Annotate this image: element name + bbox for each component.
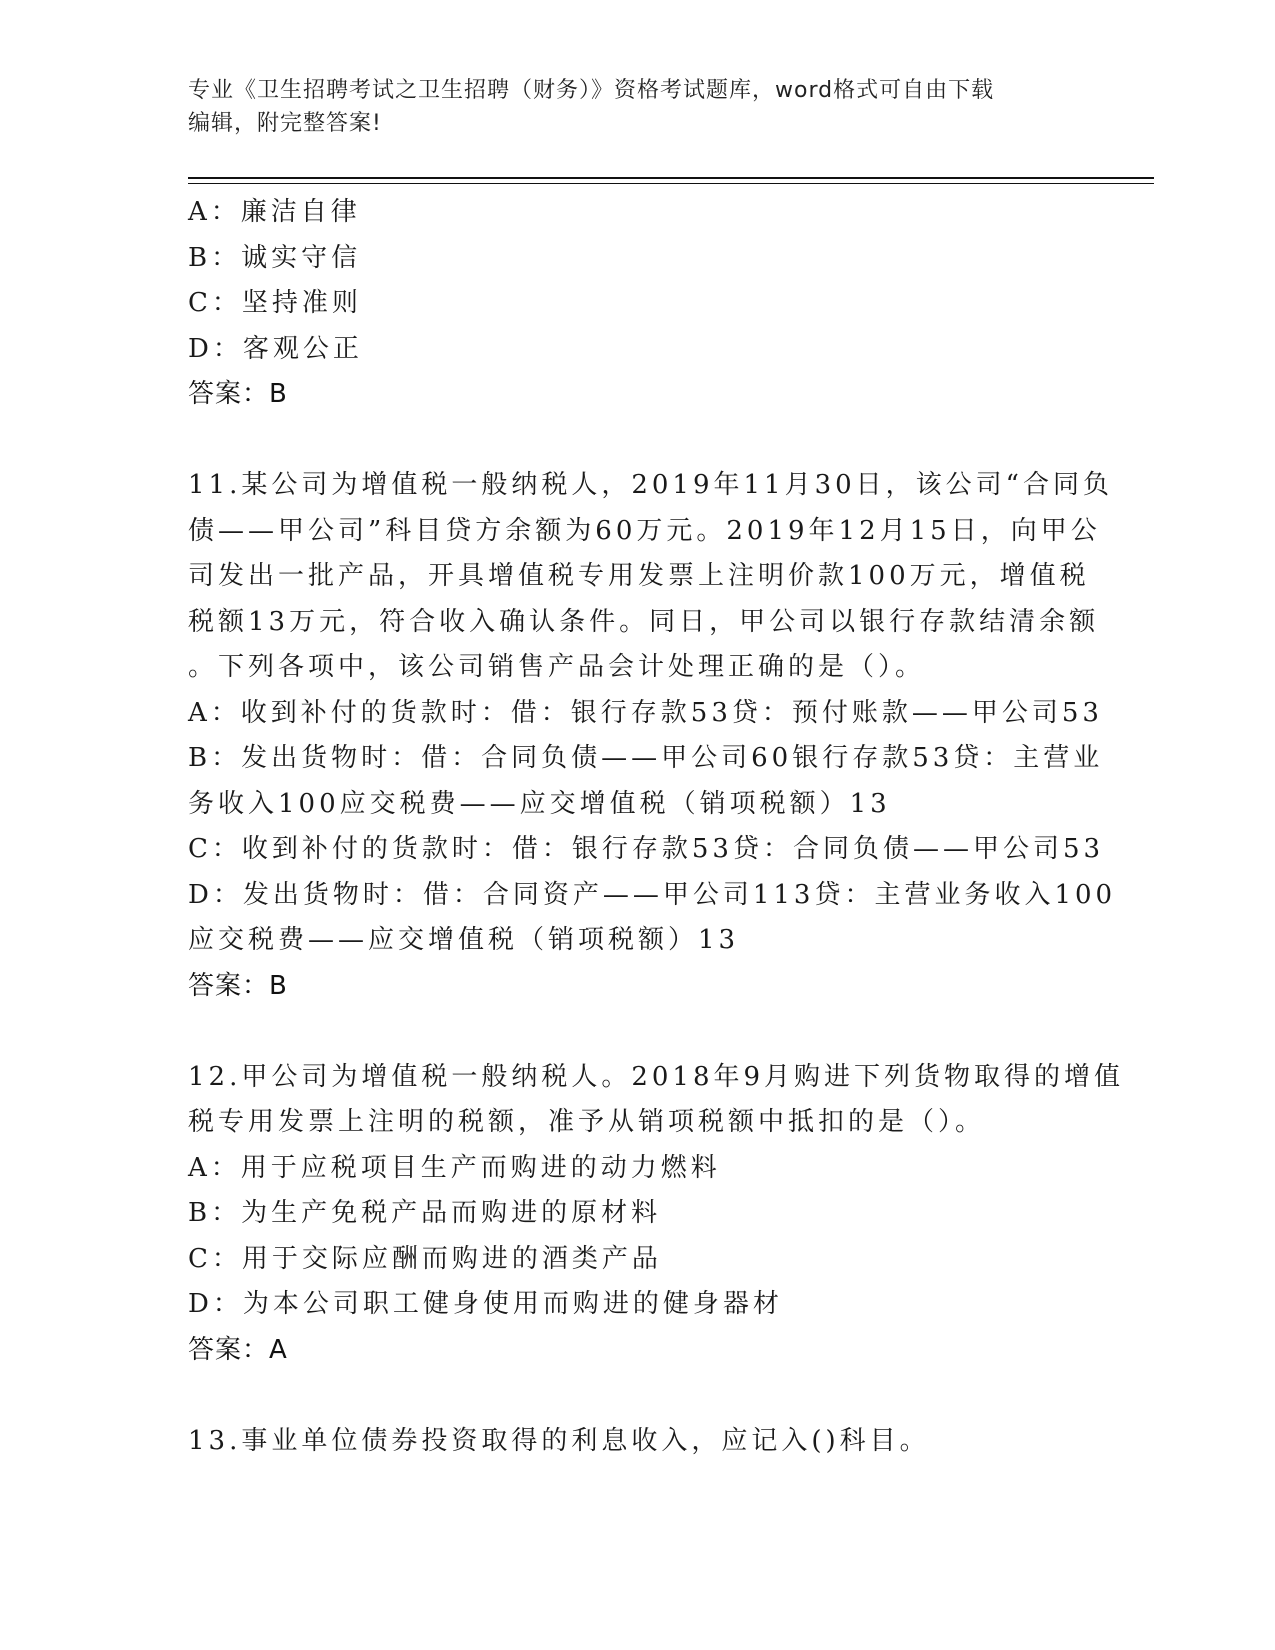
question-stem-line: 。下列各项中，该公司销售产品会计处理正确的是（）。 (188, 652, 926, 682)
option-d-continued: 应交税费——应交增值税（销项税额）13 (188, 925, 740, 955)
spacer (188, 418, 1088, 464)
option-b: B：发出货物时：借：合同负债——甲公司60银行存款53贷：主营业 (188, 743, 1104, 773)
option-b: B：诚实守信 (188, 242, 362, 273)
option-c: C：坚持准则 (188, 288, 362, 318)
document-header (188, 74, 1068, 140)
header-line-1: 专业《卫生招聘考试之卫生招聘（财务）》资格考试题库，word格式可自由下载 (188, 78, 995, 103)
question-stem-line: 债——甲公司”科目贷方余额为60万元。2019年12月15日，向甲公 (188, 515, 1101, 546)
question-stem-line: 税专用发票上注明的税额，准予从销项税额中抵扣的是（）。 (188, 1107, 986, 1137)
option-a: A：收到补付的货款时：借：银行存款53贷：预付账款——甲公司53 (188, 697, 1103, 728)
question-12 (188, 1055, 1125, 1374)
answer: 答案：A (188, 1334, 288, 1365)
question-stem-line: 11.某公司为增值税一般纳税人，2019年11月30日，该公司“合同负 (188, 470, 1113, 500)
question-stem-line: 12.甲公司为增值税一般纳税人。2018年9月购进下列货物取得的增值 (188, 1061, 1125, 1092)
option-b-continued: 务收入100应交税费——应交增值税（销项税额）13 (188, 788, 891, 819)
document-body (188, 190, 1125, 1464)
header-rule-thick (188, 177, 1154, 179)
question-stem-line: 税额13万元，符合收入确认条件。同日，甲公司以银行存款结清余额 (188, 606, 1100, 637)
question-10 (188, 190, 1088, 418)
option-d: D：客观公正 (188, 333, 363, 364)
option-b: B：为生产免税产品而购进的原材料 (188, 1198, 662, 1228)
question-stem-line: 司发出一批产品，开具增值税专用发票上注明价款100万元，增值税 (188, 561, 1090, 591)
answer: 答案：B (188, 970, 288, 1001)
option-c: C：收到补付的货款时：借：银行存款53贷：合同负债——甲公司53 (188, 834, 1105, 864)
option-a: A：廉洁自律 (188, 197, 361, 227)
header-rule-thin (188, 183, 1154, 184)
question-13 (188, 1419, 1088, 1465)
option-d: D：发出货物时：借：合同资产——甲公司113贷：主营业务收入100 (188, 879, 1117, 910)
header-line-2: 编辑，附完整答案! (188, 111, 382, 136)
spacer (188, 1373, 1088, 1419)
option-c: C：用于交际应酬而购进的酒类产品 (188, 1243, 662, 1274)
spacer (188, 1009, 1088, 1055)
answer: 答案：B (188, 379, 288, 409)
option-a: A：用于应税项目生产而购进的动力燃料 (188, 1152, 721, 1183)
option-d: D：为本公司职工健身使用而购进的健身器材 (188, 1289, 783, 1319)
question-stem-line: 13.事业单位债券投资取得的利息收入，应记入()科目。 (188, 1425, 930, 1456)
question-11 (188, 463, 1117, 1009)
